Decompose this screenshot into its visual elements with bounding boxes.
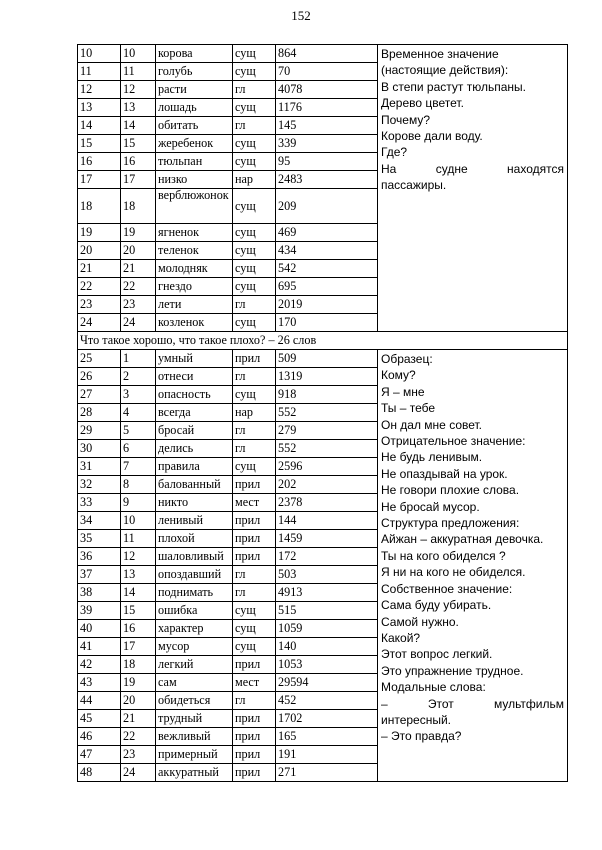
word-cell: мусор bbox=[156, 638, 233, 656]
word-cell: трудный bbox=[156, 710, 233, 728]
part-of-speech: мест bbox=[233, 494, 276, 512]
row-number: 13 bbox=[78, 99, 121, 117]
frequency-cell: 695 bbox=[276, 278, 378, 296]
part-of-speech: прил bbox=[233, 710, 276, 728]
note-line: пассажиры. bbox=[381, 178, 447, 193]
row-number: 46 bbox=[78, 728, 121, 746]
word-cell: вежливый bbox=[156, 728, 233, 746]
note-line: Дерево цветет. bbox=[381, 96, 464, 111]
frequency-cell: 4078 bbox=[276, 81, 378, 99]
word-cell: бросай bbox=[156, 422, 233, 440]
note-line: – Этот мультфильм bbox=[381, 696, 564, 711]
vocabulary-table-body bbox=[78, 45, 568, 782]
note-line: Не опаздывай на урок. bbox=[381, 466, 508, 481]
frequency-cell: 918 bbox=[276, 386, 378, 404]
row-number: 34 bbox=[78, 512, 121, 530]
part-of-speech: прил bbox=[233, 764, 276, 782]
part-of-speech: прил bbox=[233, 530, 276, 548]
part-of-speech: мест bbox=[233, 674, 276, 692]
note-line: Ты на кого обиделся ? bbox=[381, 548, 506, 563]
part-of-speech: сущ bbox=[233, 620, 276, 638]
frequency-cell: 172 bbox=[276, 548, 378, 566]
part-of-speech: гл bbox=[233, 566, 276, 584]
frequency-cell: 552 bbox=[276, 404, 378, 422]
part-of-speech: сущ bbox=[233, 458, 276, 476]
row-number: 21 bbox=[78, 260, 121, 278]
frequency-cell: 515 bbox=[276, 602, 378, 620]
word-cell: делись bbox=[156, 440, 233, 458]
word-cell: шаловливый bbox=[156, 548, 233, 566]
section-header-row bbox=[78, 332, 568, 350]
section-number: 18 bbox=[121, 189, 156, 224]
row-number: 26 bbox=[78, 368, 121, 386]
frequency-cell: 1702 bbox=[276, 710, 378, 728]
note-line: Какой? bbox=[381, 630, 421, 645]
word-cell: ягненок bbox=[156, 224, 233, 242]
part-of-speech: сущ bbox=[233, 63, 276, 81]
row-number: 32 bbox=[78, 476, 121, 494]
row-number: 44 bbox=[78, 692, 121, 710]
section-number: 24 bbox=[121, 314, 156, 332]
frequency-cell: 2483 bbox=[276, 171, 378, 189]
part-of-speech: сущ bbox=[233, 260, 276, 278]
frequency-cell: 1176 bbox=[276, 99, 378, 117]
row-number: 12 bbox=[78, 81, 121, 99]
word-cell: гнездо bbox=[156, 278, 233, 296]
frequency-cell: 2596 bbox=[276, 458, 378, 476]
note-line: Корове дали воду. bbox=[381, 129, 483, 144]
frequency-cell: 1319 bbox=[276, 368, 378, 386]
note-line: Ты – тебе bbox=[381, 401, 436, 416]
note-line: Отрицательное значение: bbox=[381, 434, 526, 449]
note-line: В степи растут тюльпаны. bbox=[381, 79, 526, 94]
row-number: 22 bbox=[78, 278, 121, 296]
frequency-cell: 140 bbox=[276, 638, 378, 656]
word-cell: сам bbox=[156, 674, 233, 692]
frequency-cell: 95 bbox=[276, 153, 378, 171]
section-number: 2 bbox=[121, 368, 156, 386]
row-number: 10 bbox=[78, 45, 121, 63]
part-of-speech: гл bbox=[233, 440, 276, 458]
frequency-cell: 209 bbox=[276, 189, 378, 224]
section-number: 16 bbox=[121, 620, 156, 638]
word-cell: обидеться bbox=[156, 692, 233, 710]
note-line: Временное значение bbox=[381, 47, 499, 61]
part-of-speech: нар bbox=[233, 404, 276, 422]
section-number: 14 bbox=[121, 117, 156, 135]
note-line: Я – мне bbox=[381, 384, 425, 399]
section-number: 3 bbox=[121, 386, 156, 404]
row-number: 30 bbox=[78, 440, 121, 458]
note-line: Образец: bbox=[381, 352, 433, 366]
row-number: 17 bbox=[78, 171, 121, 189]
section-number: 21 bbox=[121, 710, 156, 728]
frequency-cell: 279 bbox=[276, 422, 378, 440]
frequency-cell: 29594 bbox=[276, 674, 378, 692]
word-cell: балованный bbox=[156, 476, 233, 494]
word-cell: теленок bbox=[156, 242, 233, 260]
part-of-speech: прил bbox=[233, 476, 276, 494]
row-number: 43 bbox=[78, 674, 121, 692]
note-line: Айжан – аккуратная девочка. bbox=[381, 532, 544, 547]
section-number: 23 bbox=[121, 296, 156, 314]
section-number: 7 bbox=[121, 458, 156, 476]
frequency-cell: 144 bbox=[276, 512, 378, 530]
word-cell: низко bbox=[156, 171, 233, 189]
part-of-speech: гл bbox=[233, 692, 276, 710]
part-of-speech: прил bbox=[233, 656, 276, 674]
word-cell: тюльпан bbox=[156, 153, 233, 171]
row-number: 37 bbox=[78, 566, 121, 584]
part-of-speech: сущ bbox=[233, 135, 276, 153]
section-number: 12 bbox=[121, 81, 156, 99]
table-row bbox=[78, 350, 568, 368]
part-of-speech: прил bbox=[233, 746, 276, 764]
note-line: – Это правда? bbox=[381, 729, 462, 744]
note-line: Самой нужно. bbox=[381, 614, 459, 629]
section-number: 23 bbox=[121, 746, 156, 764]
section-number: 20 bbox=[121, 242, 156, 260]
part-of-speech: сущ bbox=[233, 242, 276, 260]
frequency-cell: 1459 bbox=[276, 530, 378, 548]
section-number: 21 bbox=[121, 260, 156, 278]
row-number: 27 bbox=[78, 386, 121, 404]
row-number: 18 bbox=[78, 189, 121, 224]
row-number: 35 bbox=[78, 530, 121, 548]
part-of-speech: сущ bbox=[233, 638, 276, 656]
frequency-cell: 864 bbox=[276, 45, 378, 63]
row-number: 29 bbox=[78, 422, 121, 440]
note-line: Он дал мне совет. bbox=[381, 417, 483, 432]
part-of-speech: сущ bbox=[233, 278, 276, 296]
part-of-speech: сущ bbox=[233, 224, 276, 242]
section-number: 12 bbox=[121, 548, 156, 566]
section-number: 15 bbox=[121, 602, 156, 620]
part-of-speech: сущ bbox=[233, 189, 276, 224]
note-line: Не бросай мусор. bbox=[381, 499, 480, 514]
section-number: 4 bbox=[121, 404, 156, 422]
notes-cell bbox=[378, 45, 568, 332]
word-cell: опоздавший bbox=[156, 566, 233, 584]
section-number: 5 bbox=[121, 422, 156, 440]
row-number: 28 bbox=[78, 404, 121, 422]
frequency-cell: 1053 bbox=[276, 656, 378, 674]
part-of-speech: гл bbox=[233, 368, 276, 386]
section-number: 22 bbox=[121, 728, 156, 746]
section-title: Что такое хорошо, что такое плохо? – 26 слов bbox=[78, 332, 568, 350]
part-of-speech: сущ bbox=[233, 602, 276, 620]
section-number: 22 bbox=[121, 278, 156, 296]
note-line: Почему? bbox=[381, 112, 431, 127]
part-of-speech: гл bbox=[233, 584, 276, 602]
frequency-cell: 170 bbox=[276, 314, 378, 332]
row-number: 19 bbox=[78, 224, 121, 242]
word-cell: всегда bbox=[156, 404, 233, 422]
section-number: 8 bbox=[121, 476, 156, 494]
frequency-cell: 503 bbox=[276, 566, 378, 584]
part-of-speech: прил bbox=[233, 512, 276, 530]
section-number: 10 bbox=[121, 512, 156, 530]
part-of-speech: сущ bbox=[233, 45, 276, 63]
part-of-speech: гл bbox=[233, 117, 276, 135]
frequency-cell: 452 bbox=[276, 692, 378, 710]
note-line: Этот вопрос легкий. bbox=[381, 647, 493, 662]
section-number: 20 bbox=[121, 692, 156, 710]
section-number: 13 bbox=[121, 566, 156, 584]
row-number: 38 bbox=[78, 584, 121, 602]
frequency-cell: 2019 bbox=[276, 296, 378, 314]
part-of-speech: сущ bbox=[233, 314, 276, 332]
section-number: 1 bbox=[121, 350, 156, 368]
part-of-speech: прил bbox=[233, 728, 276, 746]
part-of-speech: гл bbox=[233, 296, 276, 314]
word-cell: легкий bbox=[156, 656, 233, 674]
note-line: Структура предложения: bbox=[381, 516, 520, 531]
section-number: 11 bbox=[121, 530, 156, 548]
row-number: 40 bbox=[78, 620, 121, 638]
section-number: 24 bbox=[121, 764, 156, 782]
note-line: Кому? bbox=[381, 368, 416, 383]
part-of-speech: гл bbox=[233, 81, 276, 99]
word-cell: расти bbox=[156, 81, 233, 99]
note-line: На судне находятся bbox=[381, 161, 564, 176]
section-number: 11 bbox=[121, 63, 156, 81]
section-number: 17 bbox=[121, 171, 156, 189]
part-of-speech: сущ bbox=[233, 99, 276, 117]
section-number: 14 bbox=[121, 584, 156, 602]
row-number: 31 bbox=[78, 458, 121, 476]
section-number: 15 bbox=[121, 135, 156, 153]
notes-cell bbox=[378, 350, 568, 782]
word-cell: поднимать bbox=[156, 584, 233, 602]
frequency-cell: 202 bbox=[276, 476, 378, 494]
row-number: 16 bbox=[78, 153, 121, 171]
frequency-cell: 509 bbox=[276, 350, 378, 368]
frequency-cell: 469 bbox=[276, 224, 378, 242]
section-number: 9 bbox=[121, 494, 156, 512]
frequency-cell: 4913 bbox=[276, 584, 378, 602]
word-cell: молодняк bbox=[156, 260, 233, 278]
row-number: 14 bbox=[78, 117, 121, 135]
row-number: 41 bbox=[78, 638, 121, 656]
section-number: 6 bbox=[121, 440, 156, 458]
row-number: 15 bbox=[78, 135, 121, 153]
word-cell: умный bbox=[156, 350, 233, 368]
word-cell: плохой bbox=[156, 530, 233, 548]
frequency-cell: 542 bbox=[276, 260, 378, 278]
frequency-cell: 434 bbox=[276, 242, 378, 260]
row-number: 45 bbox=[78, 710, 121, 728]
part-of-speech: нар bbox=[233, 171, 276, 189]
section-number: 17 bbox=[121, 638, 156, 656]
vocabulary-table bbox=[77, 44, 568, 782]
note-line: Я ни на кого не обиделся. bbox=[381, 565, 526, 580]
row-number: 20 bbox=[78, 242, 121, 260]
word-cell: верблюжонок bbox=[156, 189, 233, 224]
note-line: Собственное значение: bbox=[381, 581, 513, 596]
frequency-cell: 191 bbox=[276, 746, 378, 764]
word-cell: примерный bbox=[156, 746, 233, 764]
row-number: 39 bbox=[78, 602, 121, 620]
section-number: 19 bbox=[121, 224, 156, 242]
section-number: 10 bbox=[121, 45, 156, 63]
note-line: Сама буду убирать. bbox=[381, 598, 492, 613]
frequency-cell: 165 bbox=[276, 728, 378, 746]
row-number: 11 bbox=[78, 63, 121, 81]
word-cell: голубь bbox=[156, 63, 233, 81]
word-cell: ошибка bbox=[156, 602, 233, 620]
word-cell: козленок bbox=[156, 314, 233, 332]
word-cell: лошадь bbox=[156, 99, 233, 117]
word-cell: характер bbox=[156, 620, 233, 638]
frequency-cell: 145 bbox=[276, 117, 378, 135]
word-cell: опасность bbox=[156, 386, 233, 404]
row-number: 47 bbox=[78, 746, 121, 764]
row-number: 33 bbox=[78, 494, 121, 512]
part-of-speech: сущ bbox=[233, 386, 276, 404]
page-number: 152 bbox=[291, 8, 311, 23]
word-cell: аккуратный bbox=[156, 764, 233, 782]
part-of-speech: сущ bbox=[233, 153, 276, 171]
section-number: 13 bbox=[121, 99, 156, 117]
note-line: интересный. bbox=[381, 712, 452, 727]
word-cell: отнеси bbox=[156, 368, 233, 386]
row-number: 23 bbox=[78, 296, 121, 314]
frequency-cell: 70 bbox=[276, 63, 378, 81]
section-number: 16 bbox=[121, 153, 156, 171]
section-number: 18 bbox=[121, 656, 156, 674]
note-line: Где? bbox=[381, 145, 408, 160]
frequency-cell: 271 bbox=[276, 764, 378, 782]
frequency-cell: 2378 bbox=[276, 494, 378, 512]
row-number: 48 bbox=[78, 764, 121, 782]
row-number: 42 bbox=[78, 656, 121, 674]
word-cell: ленивый bbox=[156, 512, 233, 530]
note-line: Не говори плохие слова. bbox=[381, 483, 520, 498]
part-of-speech: прил bbox=[233, 350, 276, 368]
note-line: Это упражнение трудное. bbox=[381, 663, 524, 678]
word-cell: жеребенок bbox=[156, 135, 233, 153]
note-line: Модальные слова: bbox=[381, 680, 486, 695]
row-number: 25 bbox=[78, 350, 121, 368]
word-cell: корова bbox=[156, 45, 233, 63]
word-cell: лети bbox=[156, 296, 233, 314]
frequency-cell: 1059 bbox=[276, 620, 378, 638]
part-of-speech: гл bbox=[233, 422, 276, 440]
note-line: Не будь ленивым. bbox=[381, 450, 483, 465]
part-of-speech: прил bbox=[233, 548, 276, 566]
word-cell: правила bbox=[156, 458, 233, 476]
section-number: 19 bbox=[121, 674, 156, 692]
note-line: (настоящие действия): bbox=[381, 63, 509, 78]
table-row bbox=[78, 45, 568, 63]
frequency-cell: 552 bbox=[276, 440, 378, 458]
frequency-cell: 339 bbox=[276, 135, 378, 153]
row-number: 36 bbox=[78, 548, 121, 566]
row-number: 24 bbox=[78, 314, 121, 332]
word-cell: никто bbox=[156, 494, 233, 512]
word-cell: обитать bbox=[156, 117, 233, 135]
